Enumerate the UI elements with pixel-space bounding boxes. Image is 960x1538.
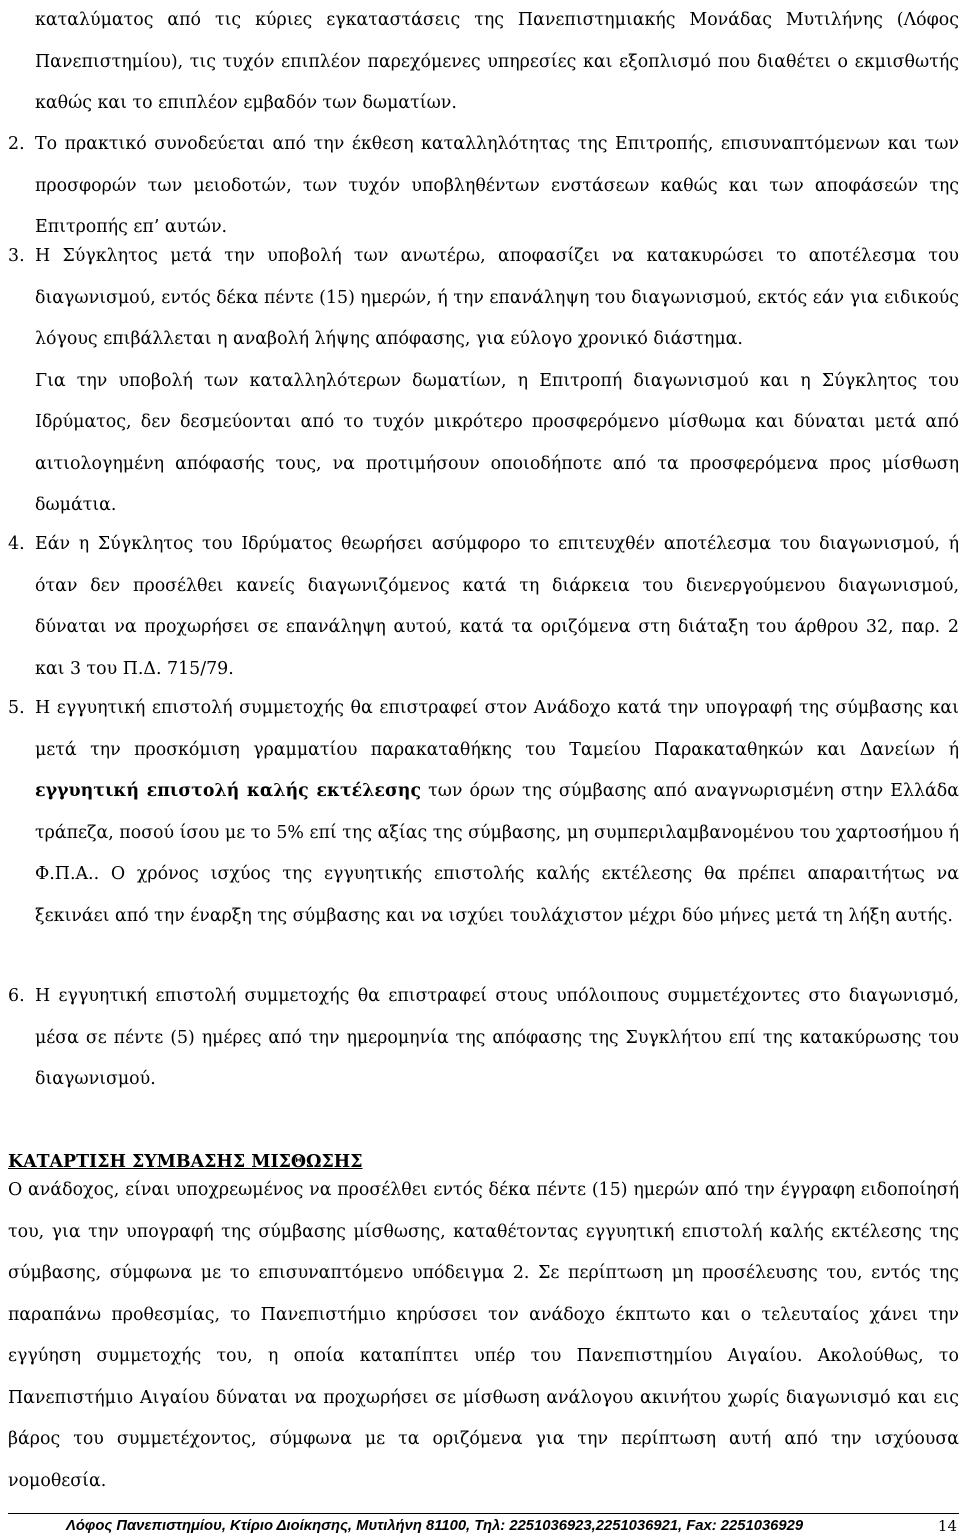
item-text-start: Η εγγυητική επιστολή συμμετοχής θα επιστραφεί στον Ανάδοχο κατά την υπογραφή της σύμβασης και μετά την προσκόμιση γραμματίου παρακαταθήκης του Ταμείου Παρακαταθηκών και Δανείων ή bbox=[35, 698, 959, 760]
page-number: 14 bbox=[937, 1517, 957, 1535]
item-text-end: των όρων της σύμβασης από αναγνωρισμένη στην Ελλάδα τράπεζα, ποσού ίσου με το 5% επί της αξίας της σύμβασης, μη συμπεριλαμβανομένου του χαρτοσήμου ή Φ.Π.Α.. Ο χρόνος ισχύος της εγγυητικής επιστολής καλής εκτέλεσης θα πρέπει απαραιτήτως να ξεκινάει από την έναρξη της σύμβασης και να ισχύει τουλάχιστον μέχρι δύο μήνες μετά τη λήξη αυτής. bbox=[35, 781, 959, 926]
page-footer bbox=[8, 1514, 959, 1538]
list-item-6 bbox=[8, 976, 959, 1101]
intro-paragraph: καταλύματος από τις κύριες εγκαταστάσεις της Πανεπιστημιακής Μονάδας Μυτιλήνης (Λόφος Πανεπιστημίου), τις τυχόν επιπλέον παρεχόμενες υπηρεσίες και εξοπλισμό που διαθέτει ο εκμισθωτής καθώς και το επιπλέον εμβαδόν των δωματίων. bbox=[35, 10, 959, 113]
footer-address: Λόφος Πανεπιστημίου, Κτίριο Διοίκησης, Μυτιλήνη 81100, Τηλ: 2251036923,2251036921, Fax: 2251036929 bbox=[66, 1518, 804, 1534]
list-item-5 bbox=[8, 688, 959, 937]
bold-phrase: εγγυητική επιστολή καλής εκτέλεσης bbox=[35, 781, 422, 801]
item-text: Το πρακτικό συνοδεύεται από την έκθεση καταλληλότητας της Επιτροπής, επισυναπτόμενων και των προσφορών των μειοδοτών, των τυχόν υποβληθέντων ενστάσεων καθώς και των αποφάσεών της Επιτροπής επ’ αυτών. bbox=[35, 134, 959, 237]
list-item-3 bbox=[8, 236, 959, 527]
item-text: Η Σύγκλητος μετά την υποβολή των ανωτέρω, αποφασίζει να κατακυρώσει το αποτέλεσμα του διαγωνισμού, εντός δέκα πέντε (15) ημερών, ή την επανάληψη του διαγωνισμού, εκτός εάν για ειδικούς λόγους επιβάλλεται η αναβολή λήψης απόφασης, για εύλογο χρονικό διάστημα. bbox=[35, 246, 959, 349]
item-number: 2. bbox=[8, 134, 25, 154]
section-paragraph: Ο ανάδοχος, είναι υποχρεωμένος να προσέλθει εντός δέκα πέντε (15) ημερών από την έγγραφη ειδοποίησή του, για την υπογραφή της σύμβασης μίσθωσης, καταθέτοντας εγγυητική επιστολή καλής εκτέλεσης της σύμβασης, σύμφωνα με το επισυναπτόμενο υπόδειγμα 2. Σε περίπτωση μη προσέλευσης του, εντός της παραπάνω προθεσμίας, το Πανεπιστήμιο κηρύσσει τον ανάδοχο έκπτωτο και ο τελευταίος χάνει την εγγύηση συμμετοχής του, η οποία καταπίπτει υπέρ του Πανεπιστημίου Αιγαίου. Ακολούθως, το Πανεπιστήμιο Αιγαίου δύναται να προχωρήσει σε μίσθωση ανάλογου ακινήτου χωρίς διαγωνισμό και εις βάρος του συμμετέχοντος, σύμφωνα με τα οριζόμενα για την περίπτωση αυτή από την ισχύουσα νομοθεσία. bbox=[8, 1180, 959, 1491]
item-number: 6. bbox=[8, 986, 25, 1006]
item-text-continued: Για την υποβολή των καταλληλότερων δωματίων, η Επιτροπή διαγωνισμού και η Σύγκλητος του Ιδρύματος, δεν δεσμεύονται από το τυχόν μικρότερο προσφερόμενο μίσθωμα και δύναται μετά από αιτιολογημένη απόφασής τους, να προτιμήσουν οποιοδήποτε από τα προσφερόμενα προς μίσθωση δωμάτια. bbox=[35, 370, 959, 515]
item-number: 3. bbox=[8, 246, 25, 266]
item-text: Η εγγυητική επιστολή συμμετοχής θα επιστραφεί στους υπόλοιπους συμμετέχοντες στο διαγωνισμό, μέσα σε πέντε (5) ημέρες από την ημερομηνία της απόφασης της Συγκλήτου επί της κατακύρωσης του διαγωνισμού. bbox=[35, 986, 959, 1089]
item-number: 5. bbox=[8, 698, 25, 718]
section-heading: ΚΑΤΑΡΤΙΣΗ ΣΥΜΒΑΣΗΣ ΜΙΣΘΩΣΗΣ bbox=[8, 1152, 363, 1172]
list-item-4 bbox=[8, 524, 959, 690]
item-number: 4. bbox=[8, 534, 25, 554]
item-text bbox=[35, 688, 959, 937]
list-item-2 bbox=[8, 124, 959, 249]
item-text: Εάν η Σύγκλητος του Ιδρύματος θεωρήσει ασύμφορο το επιτευχθέν αποτέλεσμα του διαγωνισμού, ή όταν δεν προσέλθει κανείς διαγωνιζόμενος κατά τη διάρκεια του διενεργούμενου διαγωνισμού, δύναται να προχωρήσει σε επανάληψη αυτού, κατά τα οριζόμενα στη διάταξη του άρθρου 32, παρ. 2 και 3 του Π.Δ. 715/79. bbox=[35, 534, 959, 679]
